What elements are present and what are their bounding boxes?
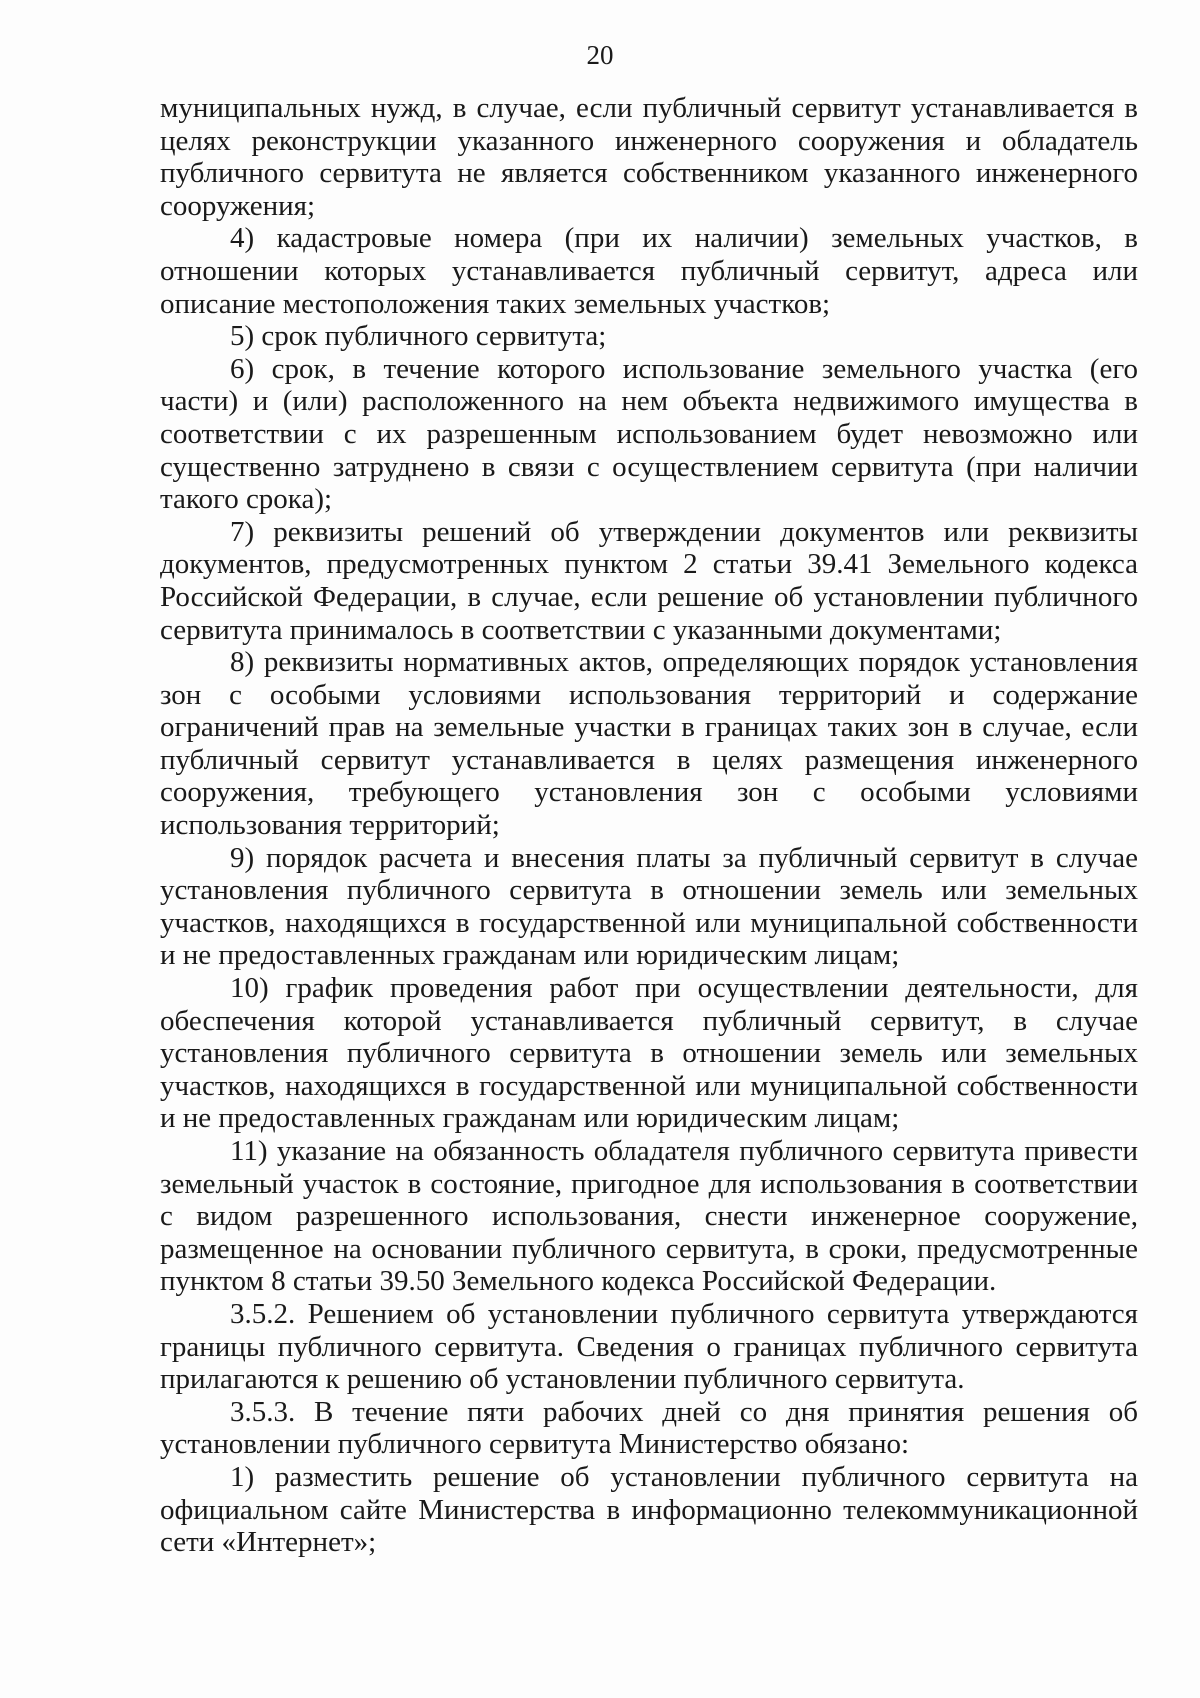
document-body <box>160 92 1138 1559</box>
paragraph-item-10: 10) график проведения работ при осуществлении деятельности, для обеспечения которой устанавливается публичный сервитут, в случае установления публичного сервитута в отношении земель или земельных участков, находящихся в государственной или муниципальной собственности и не предоставленных гражданам или юридическим лицам; <box>160 972 1138 1135</box>
paragraph-item-6: 6) срок, в течение которого использование земельного участка (его части) и (или) расположенного на нем объекта недвижимого имущества в соответствии с их разрешенным использованием будет невозможно или существенно затруднено в связи с осуществлением сервитута (при наличии такого срока); <box>160 352 1138 516</box>
paragraph-item-5: 5) срок публичного сервитута; <box>230 320 607 353</box>
paragraph-item-11: 11) указание на обязанность обладателя публичного сервитута привести земельный участок в состояние, пригодное для использования в соответствии с видом разрешенного использования, снести инженерное сооружение, размещенное на основании публичного сервитута, в сроки, предусмотренные пунктом 8 статьи 39.50 Земельного кодекса Российской Федерации. <box>160 1135 1138 1298</box>
page-number: 20 <box>586 40 614 70</box>
paragraph-continuation: муниципальных нужд, в случае, если публичный сервитут устанавливается в целях реконструкции указанного инженерного сооружения и обладатель публичного сервитута не является собственником указанного инженерного сооружения; <box>160 92 1138 222</box>
paragraph-item-7: 7) реквизиты решений об утверждении документов или реквизиты документов, предусмотренных пунктом 2 статьи 39.41 Земельного кодекса Российской Федерации, в случае, если решение об установлении публичного сервитута принималось в соответствии с указанными документами; <box>160 515 1138 646</box>
paragraph-sub-item-1: 1) разместить решение об установлении публичного сервитута на официальном сайте Министерства в информационно телекоммуникационной сети «Интернет»; <box>160 1460 1138 1559</box>
paragraph-item-8: 8) реквизиты нормативных актов, определяющих порядок установления зон с особыми условиями использования территорий и содержание ограничений прав на земельные участки в границах таких зон в случае, если публичный сервитут устанавливается в целях размещения инженерного сооружения, требующего установления зон с особыми условиями использования территорий; <box>160 646 1138 842</box>
paragraph-3-5-3: 3.5.3. В течение пяти рабочих дней со дня принятия решения об установлении публичного сервитута Министерство обязано: <box>160 1395 1138 1461</box>
paragraph-3-5-2: 3.5.2. Решением об установлении публичного сервитута утверждаются границы публичного сервитута. Сведения о границах публичного сервитута прилагаются к решению об установлении публичного сервитута. <box>160 1297 1138 1396</box>
paragraph-item-4: 4) кадастровые номера (при их наличии) земельных участков, в отношении которых устанавливается публичный сервитут, адреса или описание местоположения таких земельных участков; <box>160 222 1138 320</box>
paragraph-item-9: 9) порядок расчета и внесения платы за публичный сервитут в случае установления публичного сервитута в отношении земель или земельных участков, находящихся в государственной или муниципальной собственности и не предоставленных гражданам или юридическим лицам; <box>160 841 1138 972</box>
